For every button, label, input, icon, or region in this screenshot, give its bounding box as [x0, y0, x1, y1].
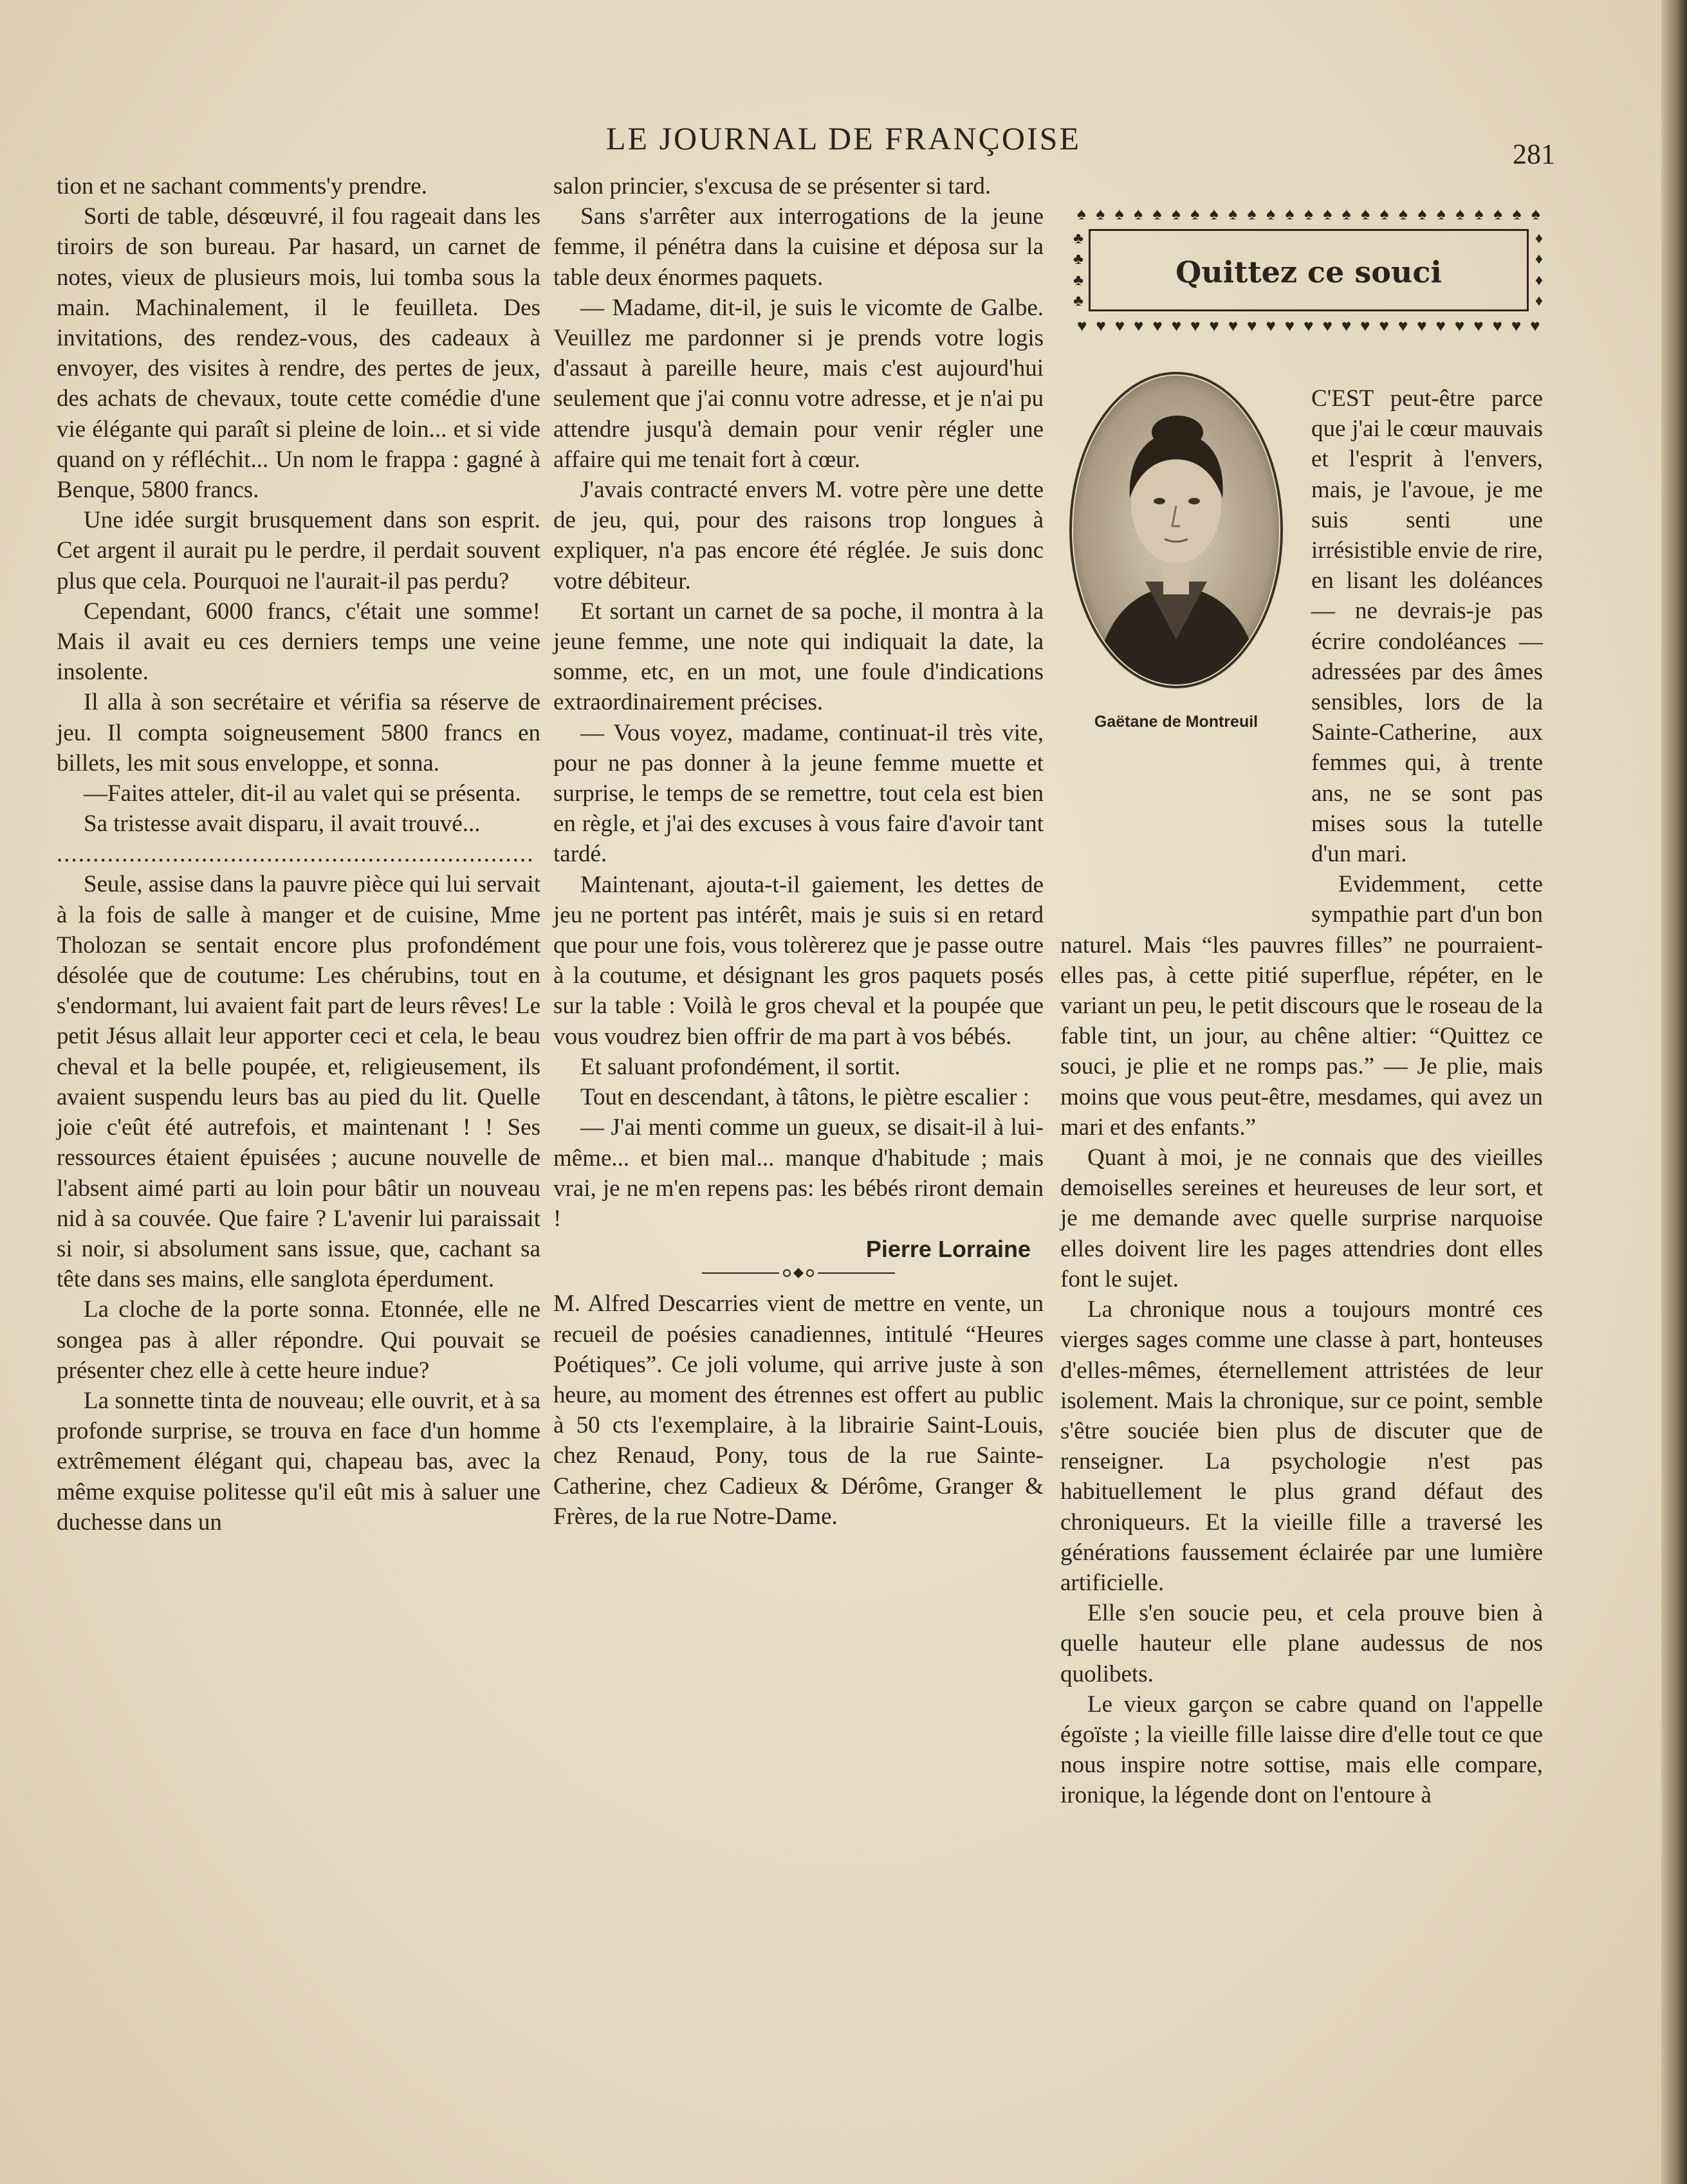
paragraph: Seule, assise dans la pauvre pièce qui lui servait à la fois de salle à manger et de cuisine, Mme Tholozan se sentait encore plus profondément désolée que de coutume: Les chérubins, tout en s'endormant, lui avaient fait part de leurs rêves! Le petit Jésus allait leur apporter ceci et cela, le beau cheval et la belle poupée, et, religieusement, ils avaient suspendu leurs bas au pied du lit. Quelle joie c'eût été autrefois, et maintenant ! ! Ses ressources étaient épuisées ; aucune nouvelle de l'absent aimé parti au loin pour bâtir un nouveau nid à sa couvée. Que faire ? L'avenir lui paraissait si noir, si absolument sans issue, que, cachant sa tête dans ses mains, elle sanglota éperdument.: [57, 871, 540, 1293]
portrait-caption: Gaëtane de Montreuil: [1094, 713, 1258, 731]
paragraph: — Vous voyez, madame, continuat-il très vite, pour ne pas donner à la jeune femme muette et surprise, le temps de se remettre, tout cela est bien en règle, et j'ai des excuses à vous faire d'avoir tant tardé.: [553, 719, 1044, 868]
paragraph: La sonnette tinta de nouveau; elle ouvrit, et à sa profonde surprise, se trouva en face d'un homme extrêmement élégant qui, chapeau bas, avec la même exquise politesse qu'il eût mis à saluer une duchesse dans un: [57, 1387, 540, 1536]
paragraph: — J'ai menti comme un gueux, se disait-il à lui-même... et bien mal... manque d'habitude ; mais vrai, je ne m'en repens pas: les bébés riront demain !: [553, 1114, 1044, 1232]
heart-border-bottom: ♥ ♥ ♥ ♥ ♥ ♥ ♥ ♥ ♥ ♥ ♥ ♥ ♥ ♥ ♥ ♥ ♥ ♥ ♥ ♥ ♥ ♥ ♥ ♥ ♥: [1077, 317, 1540, 335]
paragraph: Cependant, 6000 francs, c'était une somme! Mais il avait eu ces derniers temps une veine insolente.: [57, 598, 540, 686]
column-1: [57, 171, 540, 1537]
paragraph: Sorti de table, désœuvré, il fou rageait dans les tiroirs de son bureau. Par hasard, un carnet de notes, vieux de plusieurs mois, lui tomba sous la main. Machinalement, il le feuilleta. Des invitations, des rendez-vous, des cadeaux à envoyer, des visites à rendre, des pertes de jeux, des achats de chevaux, toute cette comédie d'une vie élégante qui paraît si pleine de loin... et si vide quand on y réfléchit... Un nom le frappa : gagné à Benque, 5800 francs.: [57, 203, 540, 504]
title-box: [1071, 205, 1547, 336]
ornamental-rule-icon: [702, 1267, 895, 1280]
opening-text: peut-être parce que j'ai le cœur mauvais et l'esprit à l'envers, mais, je l'avoue, je me suis senti une irrésistible envie de rire, en lisant les doléances — ne devrais-je pas écrire condoléances — adressées par des âmes sensibles, lors de la Sainte-Catherine, aux femmes qui, à trente ans, ne se sont pas mises sous la tutelle d'un mari.: [1311, 385, 1543, 868]
club-border-left: ♣ ♣ ♣ ♣: [1073, 230, 1083, 309]
paragraph: salon princier, s'excusa de se présenter si tard.: [553, 173, 991, 199]
paragraph: Et saluant profondément, il sortit.: [580, 1053, 901, 1080]
paragraph: Elle s'en soucie peu, et cela prouve bien à quelle hauteur elle plane audessus de nos quolibets.: [1060, 1600, 1543, 1687]
opening-word: C'EST: [1311, 385, 1374, 412]
paragraph: Quant à moi, je ne connais que des vieilles demoiselles sereines et heureuses de leur sort, et je me demande avec quelle surprise narquoise elles doivent lire les pages attendries dont elles font le sujet.: [1060, 1144, 1543, 1292]
spade-border-top: ♠ ♠ ♠ ♠ ♠ ♠ ♠ ♠ ♠ ♠ ♠ ♠ ♠ ♠ ♠ ♠ ♠ ♠ ♠ ♠ ♠ ♠ ♠ ♠ ♠: [1077, 205, 1540, 223]
diamond-border-right: ♦ ♦ ♦ ♦: [1535, 230, 1544, 309]
paragraph: Evidemment, cette sympathie part d'un bon naturel. Mais “les pauvres filles” ne pourraient-elles pas, à cette pitié superflue, répéter, en le variant un peu, le petit discours que le roseau de la fable tint, un jour, au chêne altier: “Quittez ce souci, je plie et ne romps pas.” — Je plie, mais moins que vous peut-être, mesdames, qui avez un mari et des enfants.”: [1060, 871, 1543, 1141]
paragraph: La cloche de la porte sonna. Etonnée, elle ne songea pas à aller répondre. Qui pouvait se présenter chez elle à cette heure indue?: [57, 1296, 540, 1384]
book-notice: M. Alfred Descarries vient de mettre en vente, un recueil de poésies canadiennes, intitulé “Heures Poétiques”. Ce joli volume, qui arrive juste à son heure, au moment des étrennes est offert au public à 50 cts l'exemplaire, à la librairie Saint-Louis, chez Renaud, Pony, tous de la rue Sainte-Catherine, chez Cadieux & Dérôme, Granger & Frères, de la rue Notre-Dame.: [553, 1290, 1044, 1530]
portrait-space: [1060, 383, 1311, 917]
paragraph: Sans s'arrêter aux interrogations de la jeune femme, il pénétra dans la cuisine et déposa sur la table deux énormes paquets.: [553, 203, 1044, 291]
running-head: LE JOURNAL DE FRANÇOISE: [606, 120, 1081, 156]
paragraph: Une idée surgit brusquement dans son esprit. Cet argent il aurait pu le perdre, il perdait souvent plus que cela. Pourquoi ne l'aurait-il pas perdu?: [57, 507, 540, 594]
article-title: Quittez ce souci: [1175, 255, 1442, 289]
column-3: [1060, 383, 1543, 1811]
paragraph: J'avais contracté envers M. votre père une dette de jeu, qui, pour des raisons trop longues à expliquer, n'a pas encore été réglée. Je suis donc votre débiteur.: [553, 477, 1044, 594]
paragraph: tion et ne sachant comments'y prendre.: [57, 173, 427, 199]
paragraph: Maintenant, ajouta-t-il gaiement, les dettes de jeu ne portent pas intérêt, mais je suis si en retard que pour une fois, vous tolèrerez que je passe outre à la coutume, et désignant les gros paquets posés sur la table : Voilà le gros cheval et la poupée que vous voudrez bien offrir de ma part à vos bébés.: [553, 871, 1044, 1050]
paragraph: Et sortant un carnet de sa poche, il montra à la jeune femme, une note qui indiquait la date, la somme, etc, en un mot, une foule d'indications extraordinairement précises.: [553, 598, 1044, 716]
page-number: 281: [1513, 138, 1555, 170]
paragraph: Tout en descendant, à tâtons, le piètre escalier :: [580, 1084, 1030, 1111]
paragraph: Il alla à son secrétaire et vérifia sa réserve de jeu. Il compta soigneusement 5800 francs en billets, les mit sous enveloppe, et sonna.: [57, 689, 540, 776]
paragraph: —Faites atteler, dit-il au valet qui se présenta.: [84, 780, 521, 807]
section-separator: ..................................................................: [57, 841, 535, 868]
book-binding-edge: [1661, 0, 1687, 2184]
column-2: [553, 171, 1044, 1532]
author-signature: Pierre Lorraine: [865, 1236, 1031, 1263]
paragraph: La chronique nous a toujours montré ces vierges sages comme une classe à part, honteuses d'elles-mêmes, éternellement attristées de leur isolement. Mais la chronique, sur ce point, semble s'être souciée bien plus de discuter que de renseigner. La psychologie n'est pas habituellement le plus grand défaut des chroniqueurs. Et la vieille fille a traversé les générations faussement éclairée par une lumière artificielle.: [1060, 1296, 1543, 1596]
paragraph: Sa tristesse avait disparu, il avait trouvé...: [84, 811, 481, 838]
paragraph: — Madame, dit-il, je suis le vicomte de Galbe. Veuillez me pardonner si je prends votre logis d'assaut à pareille heure, mais c'est aujourd'hui seulement que j'ai connu votre adresse, et je n'ai pu attendre jusqu'à demain pour venir régler une affaire qui me tenait fort à cœur.: [553, 294, 1044, 473]
paragraph: Le vieux garçon se cabre quand on l'appelle égoïste ; la vieille fille laisse dire d'elle tout ce que nous inspire notre sottise, mais elle compare, ironique, la légende dont on l'entoure à: [1060, 1691, 1543, 1809]
